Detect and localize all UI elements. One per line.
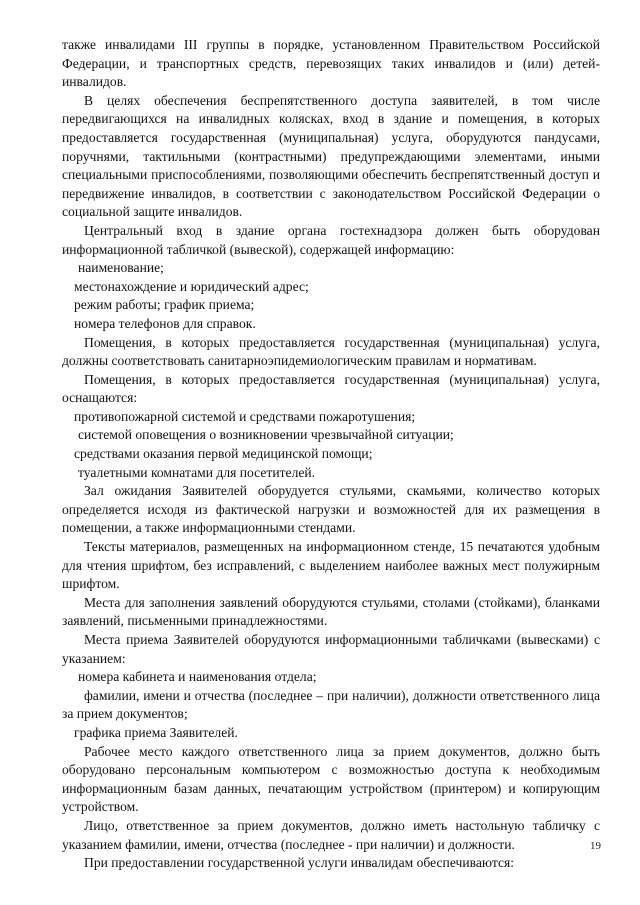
paragraph: При предоставлении государственной услуги инвалидам обеспечиваются: bbox=[84, 855, 515, 871]
paragraph: Тексты материалов, размещенных на информационном стенде, 15 печатаются удобным для чтения шрифтом, без исправлений, с выделением наиболее важных мест полужирным шрифтом. bbox=[62, 539, 600, 592]
list-item: фамилии, имени и отчества (последнее – при наличии), должности ответственного лица за прием документов; bbox=[62, 687, 600, 722]
paragraph: также инвалидами III группы в порядке, установленном Правительством Российской Федерации, и транспортных средств, перевозящих таких инвалидов и (или) детей-инвалидов. bbox=[62, 37, 600, 90]
page-number: 19 bbox=[590, 840, 601, 852]
list-item: режим работы; график приема; bbox=[74, 297, 255, 313]
paragraph: Места приема Заявителей оборудуются информационными табличками (вывесками) с указанием: bbox=[62, 632, 600, 666]
paragraph: Зал ожидания Заявителей оборудуется стульями, скамьями, количество которых определяется исходя из фактической нагрузки и возможностей для их размещения в помещении, а также информационными стендами. bbox=[62, 483, 600, 536]
paragraph: Центральный вход в здание органа гостехнадзора должен быть оборудован информационной табличкой (вывеской), содержащей информацию: bbox=[62, 222, 600, 257]
list-item: туалетными комнатами для посетителей. bbox=[78, 464, 316, 480]
list-item: графика приема Заявителей. bbox=[74, 724, 238, 740]
document-page bbox=[62, 36, 600, 873]
paragraph: В целях обеспечения беспрепятственного доступа заявителей, в том числе передвигающихся на инвалидных колясках, вход в здание и помещения, в которых предоставляется государственная (муниципальная) услуга, оборудуются пандусами, поручнями, тактильными (контрастными) предупреждающими элементами, иными специальными приспособлениями, позволяющими обеспечить беспрепятственный доступ и передвижение инвалидов, в соответствии с законодательством Российской Федерации о социальной защите инвалидов. bbox=[62, 92, 600, 220]
list-item: номера телефонов для справок. bbox=[74, 315, 256, 331]
paragraph: Лицо, ответственное за прием документов, должно иметь настольную табличку с указанием фамилии, имени, отчества (последнее - при наличии) и должности. bbox=[62, 817, 600, 852]
list-item: номера кабинета и наименования отдела; bbox=[78, 669, 317, 685]
list-item: средствами оказания первой медицинской помощи; bbox=[74, 446, 373, 462]
paragraph: Места для заполнения заявлений оборудуются стульями, столами (стойками), бланками заявлений, письменными принадлежностями. bbox=[62, 594, 600, 629]
list-item: противопожарной системой и средствами пожаротушения; bbox=[74, 408, 416, 424]
paragraph: Помещения, в которых предоставляется государственная (муниципальная) услуга, должны соответствовать санитарноэпидемиологическим правилам и нормативам. bbox=[62, 334, 600, 369]
paragraph: Помещения, в которых предоставляется государственная (муниципальная) услуга, оснащаются: bbox=[62, 371, 600, 406]
list-item: местонахождение и юридический адрес; bbox=[74, 278, 309, 294]
paragraph: Рабочее место каждого ответственного лица за прием документов, должно быть оборудовано персональным компьютером с возможностью доступа к необходимым информационным базам данных, печатающим устройством (принтером) и копирующим устройством. bbox=[62, 743, 600, 815]
list-item: системой оповещения о возникновении чрезвычайной ситуации; bbox=[78, 427, 454, 443]
list-item: наименование; bbox=[78, 260, 164, 276]
